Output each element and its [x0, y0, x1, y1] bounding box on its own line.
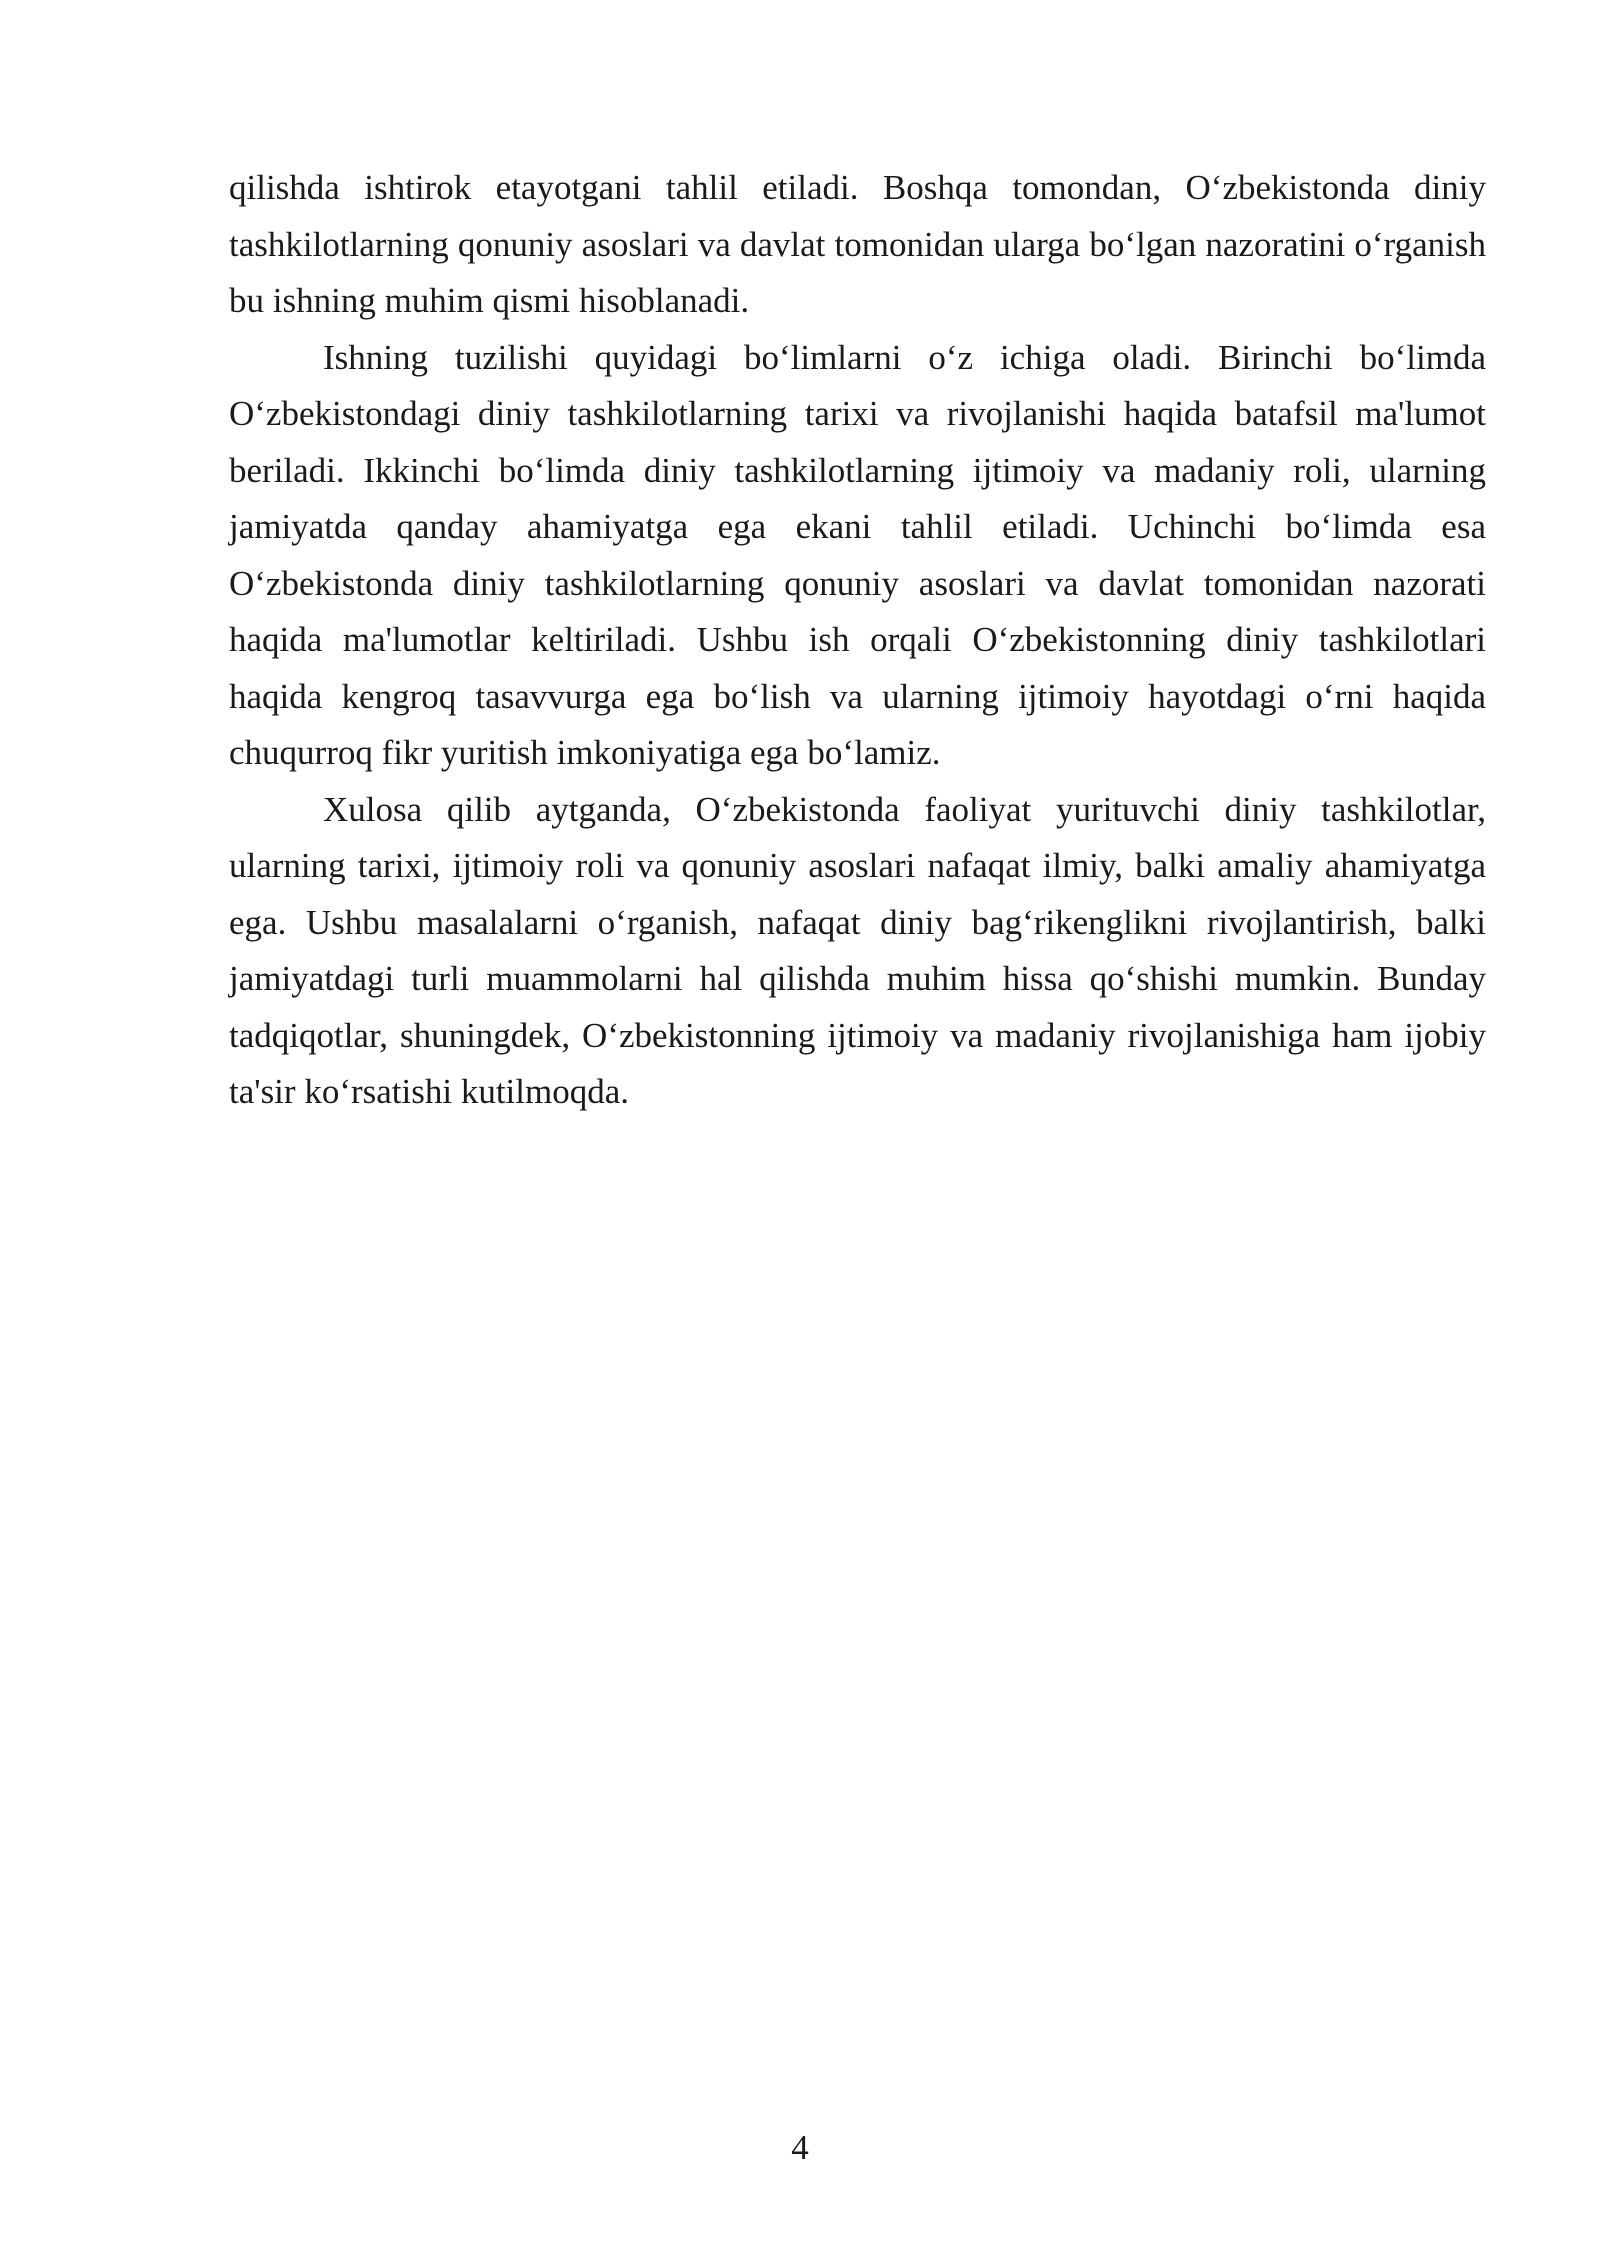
- paragraph-continuation: qilishda ishtirok etayotgani tahlil etiladi. Boshqa tomondan, O‘zbekistonda diniy tashkilotlarning qonuniy asoslari va davlat tomonidan ularga bo‘lgan nazoratini o‘rganish bu ishning muhim qismi hisoblanadi.: [229, 168, 1486, 320]
- paragraph-conclusion: Xulosa qilib aytganda, O‘zbekistonda faoliyat yurituvchi diniy tashkilotlar, ularning tarixi, ijtimoiy roli va qonuniy asoslari nafaqat ilmiy, balki amaliy ahamiyatga ega. Ushbu masalalarni o‘rganish, nafaqat diniy bag‘rikenglikni rivojlantirish, balki jamiyatdagi turli muammolarni hal qilishda muhim hissa qo‘shishi mumkin. Bunday tadqiqotlar, shuningdek, O‘zbekistonning ijtimoiy va madaniy rivojlanishiga ham ijobiy ta'sir ko‘rsatishi kutilmoqda.: [229, 789, 1486, 1111]
- paragraph-structure: Ishning tuzilishi quyidagi bo‘limlarni o‘z ichiga oladi. Birinchi bo‘limda O‘zbekistondagi diniy tashkilotlarning tarixi va rivojlanishi haqida batafsil ma'lumot beriladi. Ikkinchi bo‘limda diniy tashkilotlarning ijtimoiy va madaniy roli, ularning jamiyatda qanday ahamiyatga ega ekani tahlil etiladi. Uchinchi bo‘limda esa O‘zbekistonda diniy tashkilotlarning qonuniy asoslari va davlat tomonidan nazorati haqida ma'lumotlar keltiriladi. Ushbu ish orqali O‘zbekistonning diniy tashkilotlari haqida kengroq tasavvurga ega bo‘lish va ularning ijtimoiy hayotdagi o‘rni haqida chuqurroq fikr yuritish imkoniyatiga ega bo‘lamiz.: [229, 337, 1486, 772]
- body-text: [229, 160, 1486, 1121]
- page-number: 4: [791, 2128, 809, 2167]
